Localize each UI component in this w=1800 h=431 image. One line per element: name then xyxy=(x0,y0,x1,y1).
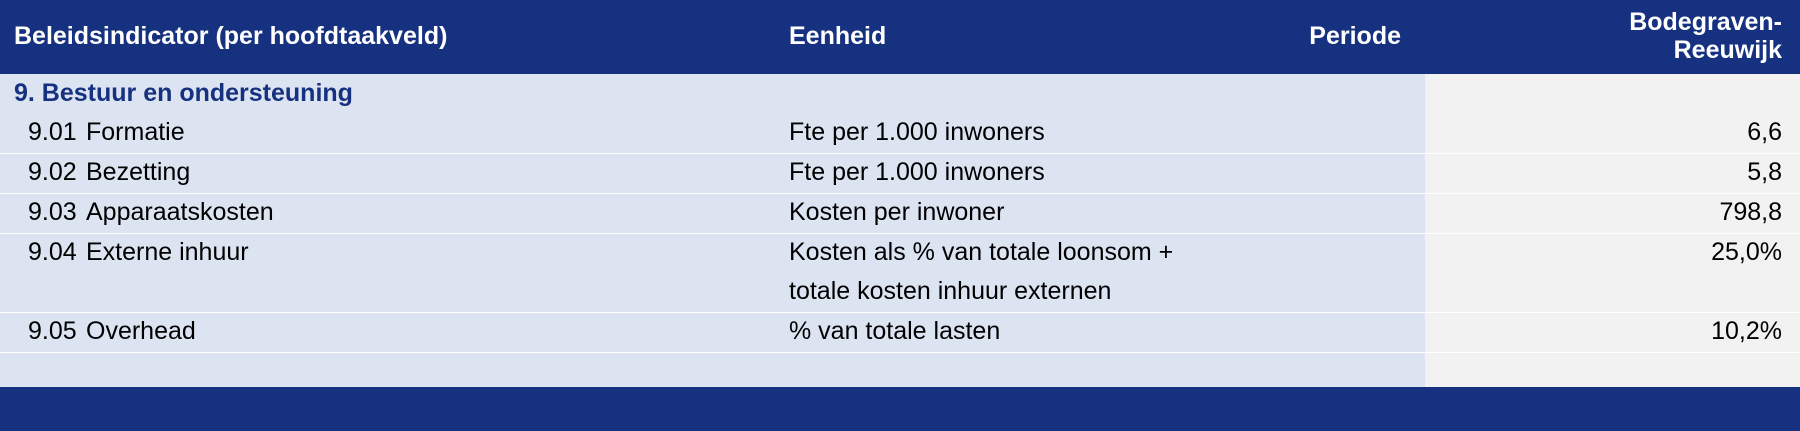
period-cell xyxy=(1270,234,1425,313)
period-cell xyxy=(1270,313,1425,353)
table-header xyxy=(0,0,1800,74)
indicator-cell xyxy=(0,154,775,194)
spacer-indicator-cell xyxy=(0,353,775,387)
column-header-municipality xyxy=(1425,0,1800,74)
table-row xyxy=(0,154,1800,194)
period-cell xyxy=(1270,114,1425,154)
indicator-label: Externe inhuur xyxy=(86,238,249,266)
column-header-municipality-line1: Bodegraven- xyxy=(1629,8,1782,36)
spacer-period-cell xyxy=(1270,353,1425,387)
indicator-cell xyxy=(0,313,775,353)
indicator-label: Bezetting xyxy=(86,158,191,186)
unit-cell xyxy=(775,154,1270,194)
section-period-cell xyxy=(1270,74,1425,114)
value-cell: 6,6 xyxy=(1425,114,1800,154)
value-cell: 798,8 xyxy=(1425,194,1800,234)
value-cell: 25,0% xyxy=(1425,234,1800,313)
unit-text: Kosten als % van totale loonsom + xyxy=(789,238,1174,266)
table-row xyxy=(0,114,1800,154)
indicator-cell xyxy=(0,234,775,313)
section-value-cell xyxy=(1425,74,1800,114)
indicator-cell xyxy=(0,114,775,154)
column-header-indicator: Beleidsindicator (per hoofdtaakveld) xyxy=(0,0,775,74)
value-cell: 10,2% xyxy=(1425,313,1800,353)
unit-text: % van totale lasten xyxy=(789,317,1001,345)
column-header-unit: Eenheid xyxy=(775,0,1270,74)
table-body xyxy=(0,74,1800,387)
indicator-number: 9.04 xyxy=(28,238,77,266)
unit-text: Fte per 1.000 inwoners xyxy=(789,158,1045,186)
period-cell xyxy=(1270,194,1425,234)
indicator-label: Overhead xyxy=(86,317,196,345)
period-cell xyxy=(1270,154,1425,194)
section-title: 9. Bestuur en ondersteuning xyxy=(0,74,775,114)
unit-text-line2: totale kosten inhuur externen xyxy=(789,277,1112,305)
table-row xyxy=(0,234,1800,313)
indicator-cell xyxy=(0,194,775,234)
indicator-label: Formatie xyxy=(86,118,185,146)
indicator-number: 9.01 xyxy=(28,118,77,146)
table-section-row xyxy=(0,74,1800,114)
unit-cell xyxy=(775,313,1270,353)
unit-text: Kosten per inwoner xyxy=(789,198,1005,226)
table-spacer-row xyxy=(0,353,1800,387)
indicator-label: Apparaatskosten xyxy=(86,198,274,226)
indicator-number: 9.05 xyxy=(28,317,77,345)
table-footer-bar xyxy=(0,387,1800,431)
column-header-period: Periode xyxy=(1270,0,1425,74)
value-cell: 5,8 xyxy=(1425,154,1800,194)
unit-cell xyxy=(775,114,1270,154)
indicator-number: 9.02 xyxy=(28,158,77,186)
table-row xyxy=(0,194,1800,234)
section-unit-cell xyxy=(775,74,1270,114)
column-header-municipality-line2: Reeuwijk xyxy=(1673,36,1782,64)
unit-cell xyxy=(775,234,1270,313)
unit-text: Fte per 1.000 inwoners xyxy=(789,118,1045,146)
table-row xyxy=(0,313,1800,353)
unit-cell xyxy=(775,194,1270,234)
spacer-value-cell xyxy=(1425,353,1800,387)
table-header-row xyxy=(0,0,1800,74)
indicator-number: 9.03 xyxy=(28,198,77,226)
spacer-unit-cell xyxy=(775,353,1270,387)
